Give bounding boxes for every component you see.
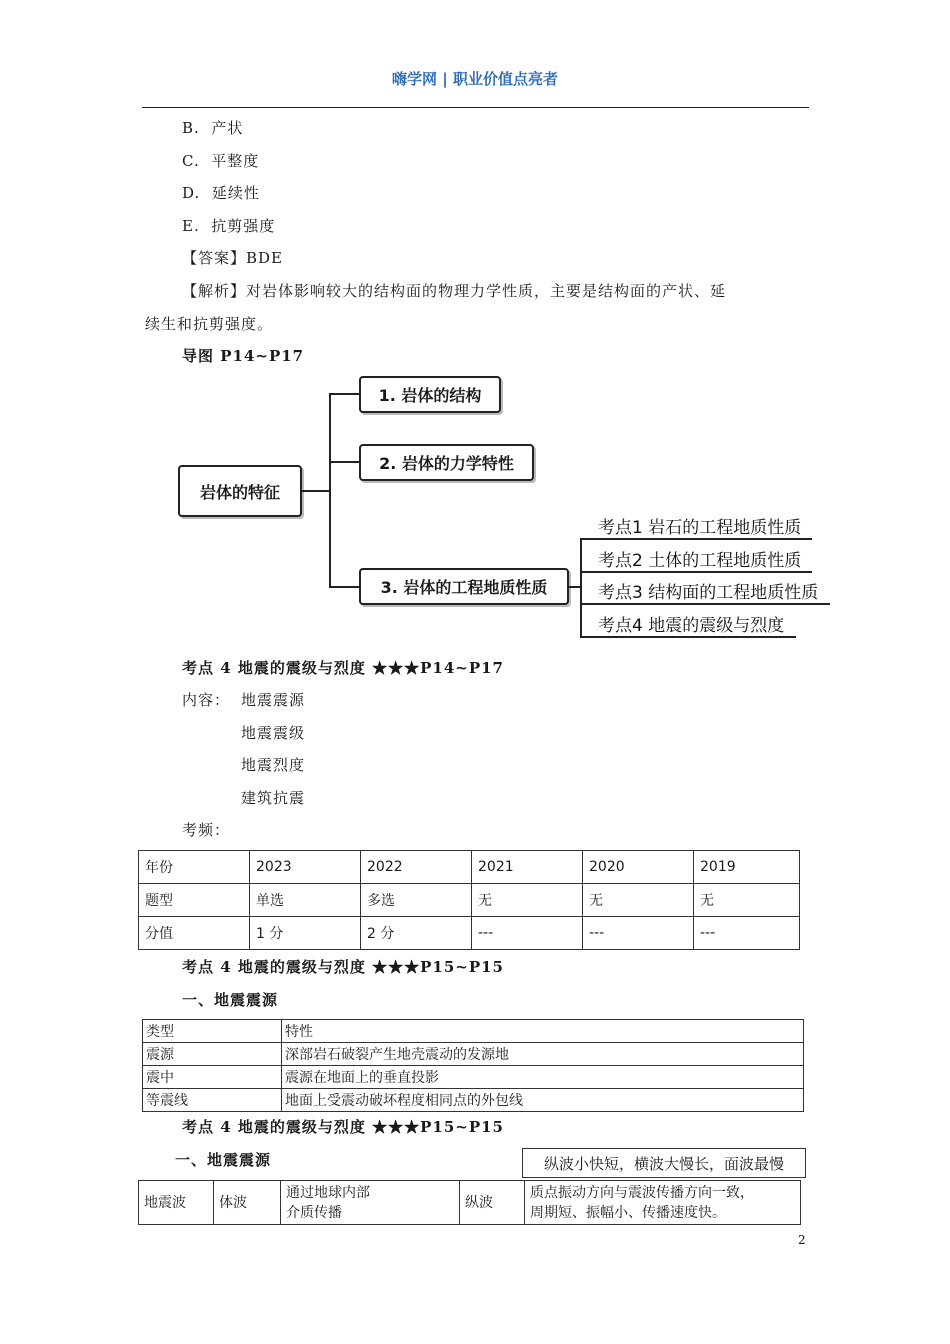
option-text: 抗剪强度 — [211, 217, 276, 235]
table-row — [143, 1089, 804, 1112]
table-cell: --- — [694, 917, 800, 950]
table-cell: 1 分 — [250, 917, 361, 950]
table-cell: 震源 — [143, 1043, 282, 1066]
frequency-label: 考频： — [182, 821, 231, 839]
option-text: 延续性 — [211, 184, 260, 202]
option-e — [182, 215, 275, 236]
option-b — [182, 117, 243, 138]
table-cell: 深部岩石破裂产生地壳震动的发源地 — [282, 1043, 804, 1066]
leaf-underline — [580, 636, 796, 638]
leaf-underline — [580, 571, 812, 573]
table-cell: 分值 — [139, 917, 250, 950]
cell-line: 质点振动方向与震波传播方向一致， — [530, 1184, 754, 1201]
content-item: 地震震级 — [241, 724, 306, 742]
table-cell: 2020 — [583, 851, 694, 884]
table-cell: 无 — [472, 884, 583, 917]
table-row — [139, 851, 800, 884]
mnemonic-note: 纵波小快短，横波大慢长，面波最慢 — [522, 1148, 806, 1178]
table-cell: 2023 — [250, 851, 361, 884]
content-item: 地震震源 — [241, 691, 306, 709]
section-heading-1: 考点 4 地震的震级与烈度 ★★★P14~P17 — [182, 659, 504, 677]
page-number: 2 — [798, 1233, 806, 1247]
table-cell: 震中 — [143, 1066, 282, 1089]
content-label: 内容： — [182, 691, 231, 709]
mindmap-branch-1: 1. 岩体的结构 — [359, 376, 501, 413]
table-cell: 2019 — [694, 851, 800, 884]
option-text: 平整度 — [211, 152, 260, 170]
leaf-underline — [580, 603, 830, 605]
connector — [329, 393, 359, 395]
wave-table — [138, 1180, 801, 1225]
table-cell — [525, 1181, 801, 1225]
cell-line: 周期短、振幅小、传播速度快。 — [530, 1204, 726, 1221]
table-cell: 多选 — [361, 884, 472, 917]
mindmap-leaf-1: 考点1 岩石的工程地质性质 — [598, 518, 802, 538]
mindmap-leaf-3: 考点3 结构面的工程地质性质 — [598, 583, 819, 603]
connector — [302, 490, 330, 492]
mindmap-branch-2: 2. 岩体的力学特性 — [359, 444, 534, 481]
table-cell: 等震线 — [143, 1089, 282, 1112]
subheading-2: 一、地震震源 — [182, 991, 279, 1009]
option-label: C. — [182, 152, 200, 170]
table-cell: --- — [583, 917, 694, 950]
table-row — [139, 1181, 801, 1225]
analysis-line-1: 【解析】对岩体影响较大的结构面的物理力学性质，主要是结构面的产状、延 — [182, 282, 727, 300]
mindmap-branch-3: 3. 岩体的工程地质性质 — [359, 568, 569, 605]
table-cell: 类型 — [143, 1020, 282, 1043]
table-cell: 纵波 — [460, 1181, 525, 1225]
connector — [580, 539, 582, 638]
header-divider — [142, 107, 809, 108]
leaf-underline — [580, 538, 812, 540]
table-row — [143, 1043, 804, 1066]
option-label: B. — [182, 119, 200, 137]
header-title: 嗨学网 | 职业价值点亮者 — [392, 70, 558, 88]
table-cell: 无 — [694, 884, 800, 917]
table-cell: 2021 — [472, 851, 583, 884]
table-cell: 地震波 — [139, 1181, 214, 1225]
table-row — [143, 1066, 804, 1089]
answer-line: 【答案】BDE — [182, 249, 283, 267]
table-cell: 特性 — [282, 1020, 804, 1043]
table-cell — [281, 1181, 460, 1225]
option-d — [182, 182, 260, 203]
table-cell: 年份 — [139, 851, 250, 884]
connector — [329, 393, 331, 587]
section-heading-3: 考点 4 地震的震级与烈度 ★★★P15~P15 — [182, 1118, 504, 1136]
table-cell: 单选 — [250, 884, 361, 917]
table-cell: 无 — [583, 884, 694, 917]
connector — [329, 461, 359, 463]
table-cell: 体波 — [214, 1181, 281, 1225]
table-row — [143, 1020, 804, 1043]
connector — [329, 586, 359, 588]
section-heading-2: 考点 4 地震的震级与烈度 ★★★P15~P15 — [182, 958, 504, 976]
table-cell: 地面上受震动破坏程度相同点的外包线 — [282, 1089, 804, 1112]
table-cell: 2 分 — [361, 917, 472, 950]
option-c — [182, 150, 259, 171]
table-cell: --- — [472, 917, 583, 950]
analysis-line-2: 续生和抗剪强度。 — [145, 315, 274, 333]
content-item: 地震烈度 — [241, 756, 306, 774]
content-item: 建筑抗震 — [241, 789, 306, 807]
table-cell: 题型 — [139, 884, 250, 917]
frequency-table — [138, 850, 800, 950]
cell-line: 通过地球内部 — [286, 1184, 370, 1201]
table-row — [139, 917, 800, 950]
mindmap-leaf-2: 考点2 土体的工程地质性质 — [598, 551, 802, 571]
mindmap-root: 岩体的特征 — [178, 465, 302, 517]
option-text: 产状 — [211, 119, 244, 137]
table-cell: 2022 — [361, 851, 472, 884]
map-reference: 导图 P14~P17 — [182, 347, 305, 365]
source-table — [142, 1019, 804, 1112]
mindmap-leaf-4: 考点4 地震的震级与烈度 — [598, 616, 785, 636]
option-label: D. — [182, 184, 201, 202]
table-cell: 震源在地面上的垂直投影 — [282, 1066, 804, 1089]
option-label: E. — [182, 217, 200, 235]
cell-line: 介质传播 — [286, 1204, 342, 1221]
subheading-3: 一、地震震源 — [175, 1151, 272, 1169]
table-row — [139, 884, 800, 917]
